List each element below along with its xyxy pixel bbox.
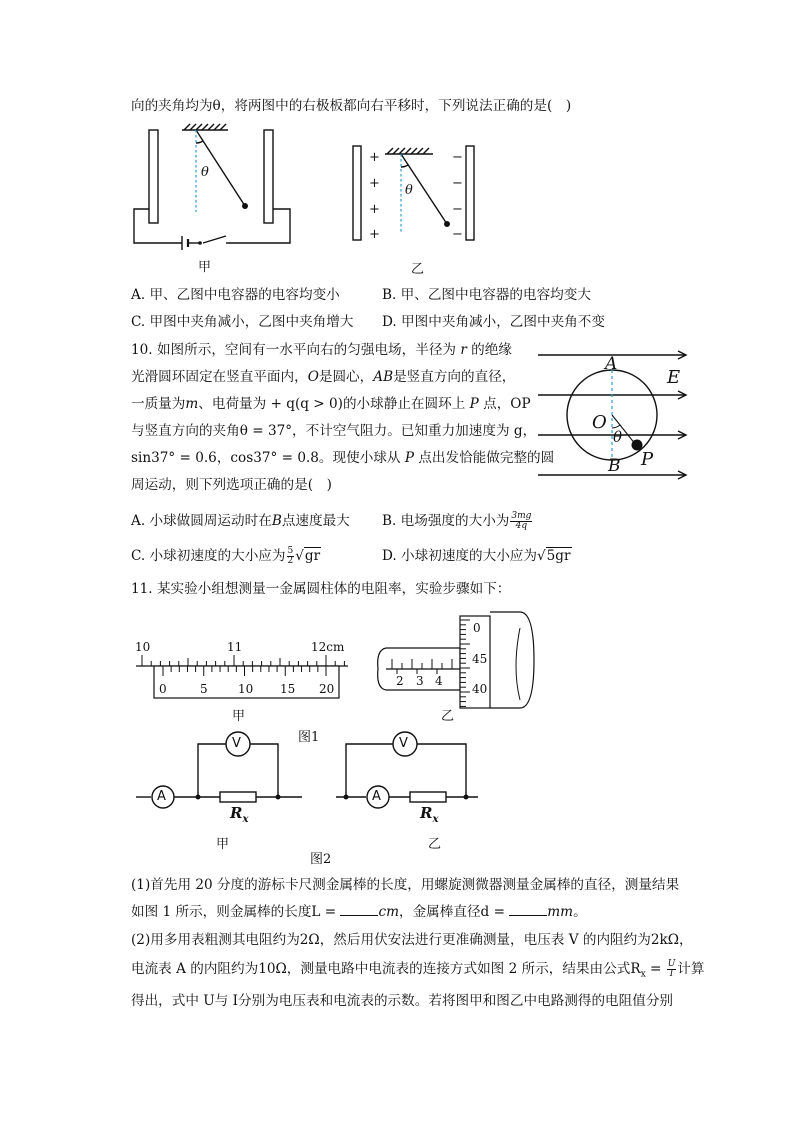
q10-line-1: 10. 如图所示，空间有一水平向右的匀强电场，半径为 r 的绝缘: [131, 342, 512, 358]
q11-stem: 11. 某实验小组想测量一金属圆柱体的电阻率，实验步骤如下：: [131, 581, 511, 597]
caliper-vernier-10: 10: [238, 682, 254, 696]
caliper-main-11: 11: [227, 640, 243, 654]
q9-minus-3: −: [452, 202, 463, 217]
micrometer-label: 乙: [441, 709, 455, 724]
micrometer-thimble-45: 45: [472, 652, 488, 666]
q9-yi-label: 乙: [411, 262, 425, 277]
micrometer-sleeve-3: 3: [416, 674, 424, 688]
micrometer-sleeve-4: 4: [435, 674, 443, 688]
caliper-main-12: 12cm: [311, 640, 345, 654]
q10-line-5: sin37° = 0.6，cos37° = 0.8。现使小球从 P 点出发恰能做完整的圆: [131, 450, 555, 466]
micrometer-thimble-0: 0: [473, 621, 481, 635]
circuit-yi-voltmeter: V: [399, 736, 408, 751]
q9-option-a[interactable]: A. 甲、乙图中电容器的电容均变小: [131, 287, 340, 303]
q10-fig-a: A: [605, 354, 618, 374]
q10-fig-b: B: [608, 456, 621, 476]
q9-jia-label: 甲: [198, 260, 212, 275]
q9-minus-2: −: [452, 176, 463, 191]
q9-jia-theta: θ: [201, 165, 209, 180]
q9-yi-theta: θ: [405, 183, 413, 198]
length-answer-blank[interactable]: [340, 903, 378, 916]
q9-plus-3: +: [369, 202, 380, 217]
q11-p2-line-2: 电流表 A 的内阻约为10Ω，测量电路中电流表的连接方式如图 2 所示，结果由公式$R_x$ = $\frac{U}{I}$ 计算: [131, 959, 705, 980]
circuit-jia-resistor: $R_x$: [230, 804, 249, 825]
circuit-jia-ammeter: A: [157, 789, 166, 804]
q9-minus-1: −: [452, 150, 463, 165]
circuit-yi-ammeter: A: [372, 789, 381, 804]
q11-p1-line-2: 如图 1 所示，则金属棒的长度L = cm，金属棒直径d = mm。: [131, 904, 587, 920]
diameter-answer-blank[interactable]: [509, 903, 547, 916]
q11-p2-line-3: 得出，式中 U与 I分别为电压表和电流表的示数。若将图甲和图乙中电路测得的电阻值分别: [131, 993, 674, 1009]
q11-p1-line-1: (1)首先用 20 分度的游标卡尺测金属棒的长度，用螺旋测微器测量金属棒的直径，测量结果: [131, 877, 680, 893]
q9-minus-4: −: [452, 227, 463, 242]
caliper-vernier-0: 0: [159, 682, 167, 696]
caliper-vernier-15: 15: [280, 682, 296, 696]
q10-option-d[interactable]: D. 小球初速度的大小应为√5gr: [382, 548, 571, 564]
q10-option-c[interactable]: C. 小球初速度的大小应为 $\frac{5}{2}$ √gr: [131, 546, 321, 566]
circuit-jia-label: 甲: [216, 837, 230, 852]
q9-stem: 向的夹角均为θ，将两图中的右极板都向右平移时，下列说法正确的是( ): [131, 98, 572, 114]
circuit-yi-resistor: $R_x$: [420, 804, 439, 825]
q9-option-c[interactable]: C. 甲图中夹角减小，乙图中夹角增大: [131, 314, 354, 330]
circuit-yi-label: 乙: [428, 837, 442, 852]
q10-fig-o: O: [592, 412, 607, 433]
figure-2-caption: 图2: [310, 852, 332, 867]
q10-line-2: 光滑圆环固定在竖直平面内，O是圆心，AB是竖直方向的直径，: [131, 369, 516, 385]
caliper-main-10: 10: [135, 640, 151, 654]
q9-plus-2: +: [369, 176, 380, 191]
caliper-label: 甲: [232, 709, 246, 724]
q10-option-b[interactable]: B. 电场强度的大小为 $\frac{3mg}{4q}$: [382, 511, 532, 531]
q10-line-3: 一质量为m、电荷量为 + q(q > 0)的小球静止在圆环上 P 点，OP: [131, 396, 531, 412]
q9-option-d[interactable]: D. 甲图中夹角减小，乙图中夹角不变: [382, 314, 605, 330]
q10-option-a[interactable]: A. 小球做圆周运动时在B点速度最大: [131, 513, 350, 529]
q10-line-4: 与竖直方向的夹角θ = 37°，不计空气阻力。已知重力加速度为 g，: [131, 423, 537, 439]
q11-p2-line-1: (2)用多用表粗测其电阻约为2Ω，然后用伏安法进行更准确测量，电压表 V 的内阻约为2kΩ，: [131, 932, 693, 948]
q9-option-b[interactable]: B. 甲、乙图中电容器的电容均变大: [382, 287, 591, 303]
circuit-jia-voltmeter: V: [232, 736, 241, 751]
q10-fig-e: E: [667, 367, 681, 388]
caliper-vernier-20: 20: [319, 682, 335, 696]
q10-fig-theta: θ: [613, 428, 623, 446]
micrometer-sleeve-2: 2: [396, 674, 404, 688]
caliper-vernier-5: 5: [200, 682, 208, 696]
q9-plus-4: +: [369, 227, 380, 242]
micrometer-thimble-40: 40: [472, 682, 488, 696]
q10-fig-p: P: [641, 449, 654, 470]
q10-line-6: 周运动，则下列选项正确的是( ): [131, 477, 332, 493]
q9-plus-1: +: [369, 150, 380, 165]
figure-1-caption: 图1: [298, 730, 320, 745]
